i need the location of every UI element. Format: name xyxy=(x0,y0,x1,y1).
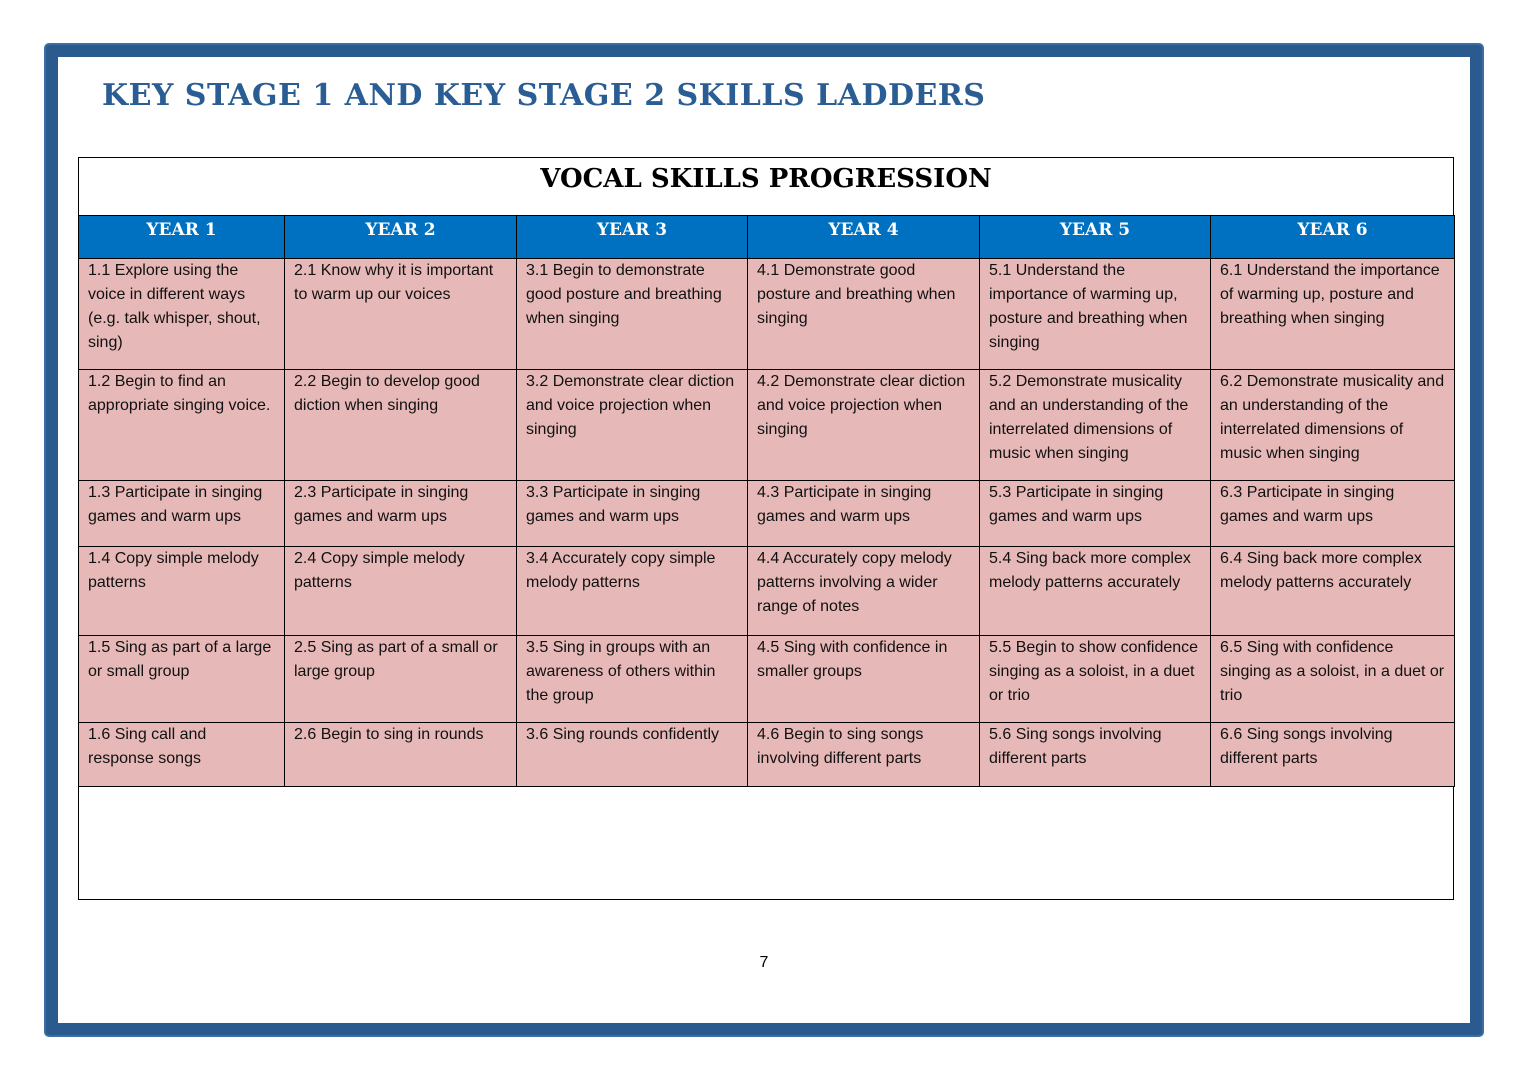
skills-progression-table xyxy=(78,215,1455,787)
table-cell: 4.3 Participate in singing games and warm ups xyxy=(748,481,980,547)
table-row xyxy=(79,481,1455,547)
table-cell: 6.5 Sing with confidence singing as a soloist, in a duet or trio xyxy=(1211,636,1455,723)
table-cell: 4.4 Accurately copy melody patterns involving a wider range of notes xyxy=(748,547,980,636)
table-cell: 1.6 Sing call and response songs xyxy=(79,723,285,787)
table-cell: 1.5 Sing as part of a large or small group xyxy=(79,636,285,723)
table-cell: 1.3 Participate in singing games and warm ups xyxy=(79,481,285,547)
column-header-year-5: YEAR 5 xyxy=(980,216,1211,259)
vocal-skills-panel xyxy=(78,157,1454,900)
table-header-row xyxy=(79,216,1455,259)
table-cell: 2.2 Begin to develop good diction when singing xyxy=(285,370,517,481)
table-cell: 3.4 Accurately copy simple melody patterns xyxy=(517,547,748,636)
table-cell: 3.5 Sing in groups with an awareness of others within the group xyxy=(517,636,748,723)
page-title: KEY STAGE 1 AND KEY STAGE 2 SKILLS LADDERS xyxy=(102,78,986,113)
table-row xyxy=(79,547,1455,636)
table-cell: 5.4 Sing back more complex melody patterns accurately xyxy=(980,547,1211,636)
table-cell: 5.1 Understand the importance of warming up, posture and breathing when singing xyxy=(980,259,1211,370)
table-cell: 4.2 Demonstrate clear diction and voice projection when singing xyxy=(748,370,980,481)
column-header-year-3: YEAR 3 xyxy=(517,216,748,259)
table-cell: 2.3 Participate in singing games and warm ups xyxy=(285,481,517,547)
table-cell: 4.1 Demonstrate good posture and breathing when singing xyxy=(748,259,980,370)
table-cell: 1.4 Copy simple melody patterns xyxy=(79,547,285,636)
table-cell: 3.1 Begin to demonstrate good posture and breathing when singing xyxy=(517,259,748,370)
table-cell: 6.2 Demonstrate musicality and an understanding of the interrelated dimensions of music when singing xyxy=(1211,370,1455,481)
table-cell: 6.4 Sing back more complex melody patterns accurately xyxy=(1211,547,1455,636)
column-header-year-6: YEAR 6 xyxy=(1211,216,1455,259)
table-cell: 5.6 Sing songs involving different parts xyxy=(980,723,1211,787)
table-row xyxy=(79,259,1455,370)
table-cell: 5.3 Participate in singing games and warm ups xyxy=(980,481,1211,547)
table-cell: 2.5 Sing as part of a small or large group xyxy=(285,636,517,723)
column-header-year-2: YEAR 2 xyxy=(285,216,517,259)
table-cell: 5.5 Begin to show confidence singing as a soloist, in a duet or trio xyxy=(980,636,1211,723)
column-header-year-1: YEAR 1 xyxy=(79,216,285,259)
table-cell: 3.6 Sing rounds confidently xyxy=(517,723,748,787)
table-cell: 6.1 Understand the importance of warming up, posture and breathing when singing xyxy=(1211,259,1455,370)
table-cell: 4.5 Sing with confidence in smaller groups xyxy=(748,636,980,723)
table-cell: 1.2 Begin to find an appropriate singing voice. xyxy=(79,370,285,481)
table-cell: 4.6 Begin to sing songs involving different parts xyxy=(748,723,980,787)
table-cell: 3.3 Participate in singing games and warm ups xyxy=(517,481,748,547)
table-cell: 1.1 Explore using the voice in different ways (e.g. talk whisper, shout, sing) xyxy=(79,259,285,370)
table-cell: 6.3 Participate in singing games and warm ups xyxy=(1211,481,1455,547)
table-row xyxy=(79,723,1455,787)
table-row xyxy=(79,370,1455,481)
table-cell: 6.6 Sing songs involving different parts xyxy=(1211,723,1455,787)
table-cell: 5.2 Demonstrate musicality and an understanding of the interrelated dimensions of music when singing xyxy=(980,370,1211,481)
table-title: VOCAL SKILLS PROGRESSION xyxy=(540,164,992,194)
column-header-year-4: YEAR 4 xyxy=(748,216,980,259)
table-cell: 3.2 Demonstrate clear diction and voice projection when singing xyxy=(517,370,748,481)
table-cell: 2.6 Begin to sing in rounds xyxy=(285,723,517,787)
table-row xyxy=(79,636,1455,723)
page-number: 7 xyxy=(759,954,769,971)
table-cell: 2.1 Know why it is important to warm up our voices xyxy=(285,259,517,370)
table-cell: 2.4 Copy simple melody patterns xyxy=(285,547,517,636)
